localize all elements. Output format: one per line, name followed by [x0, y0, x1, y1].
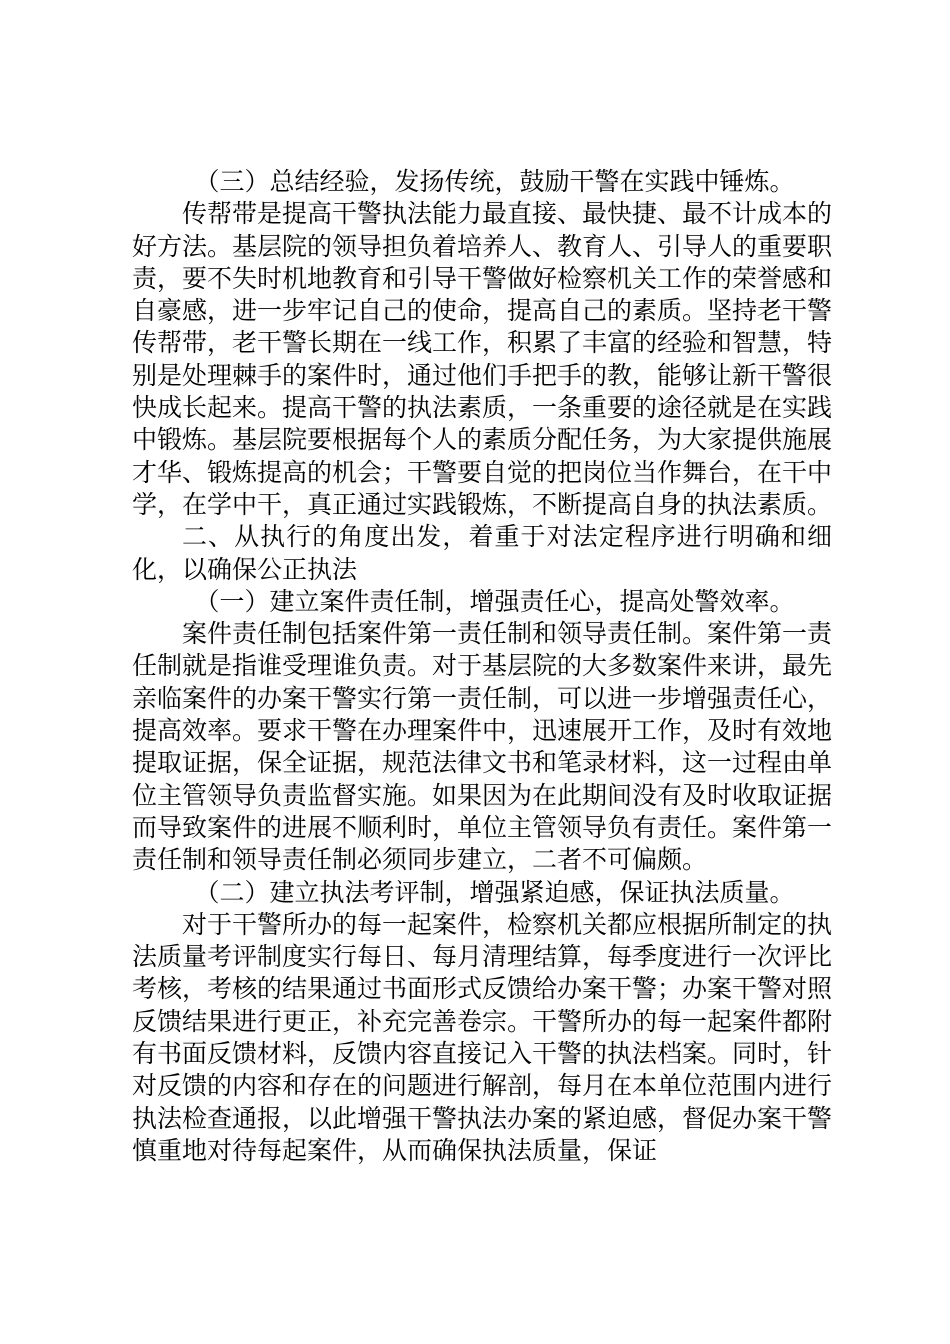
chapter-heading-2: 二、从执行的角度出发，着重于对法定程序进行明确和细化，以确保公正执法 — [132, 522, 832, 584]
section-heading-3: （三）总结经验，发扬传统，鼓励干警在实践中锤炼。 — [194, 167, 795, 196]
document-body — [132, 166, 832, 1167]
body-paragraph: 案件责任制包括案件第一责任制和领导责任制。案件第一责任制就是指谁受理谁负责。对于基层院的大多数案件来讲，最先亲临案件的办案干警实行第一责任制，可以进一步增强责任心，提高效率。要求干警在办理案件中，迅速展开工作，及时有效地提取证据，保全证据，规范法律文书和笔录材料，这一过程由单位主管领导负责监督实施。如果因为在此期间没有及时收取证据而导致案件的进展不顺利时，单位主管领导负有责任。案件第一责任制和领导责任制必须同步建立，二者不可偏颇。 — [132, 619, 833, 875]
section-heading-2: （二）建立执法考评制，增强紧迫感，保证执法质量。 — [194, 877, 795, 907]
body-paragraph: 对于干警所办的每一起案件，检察机关都应根据所制定的执法质量考评制度实行每日、每月清理结算，每季度进行一次评比考核，考核的结果通过书面形式反馈给办案干警；办案干警对照反馈结果进行更正，补充完善卷宗。干警所办的每一起案件都附有书面反馈材料，反馈内容直接记入干警的执法档案。同时，针对反馈的内容和存在的问题进行解剖，每月在本单位范围内进行执法检查通报，以此增强干警执法办案的紧迫感，督促办案干警慎重地对待每起案件，从而确保执法质量，保证 — [132, 909, 833, 1165]
body-paragraph: 传帮带是提高干警执法能力最直接、最快捷、最不计成本的好方法。基层院的领导担负着培养人、教育人、引导人的重要职责，要不失时机地教育和引导干警做好检察机关工作的荣誉感和自豪感，进一步牢记自己的使命，提高自己的素质。坚持老干警传帮带，老干警长期在一线工作，积累了丰富的经验和智慧，特别是处理棘手的案件时，通过他们手把手的教，能够让新干警很快成长起来。提高干警的执法素质，一条重要的途径就是在实践中锻炼。基层院要根据每个人的素质分配任务，为大家提供施展才华、锻炼提高的机会；干警要自觉的把岗位当作舞台，在干中学，在学中干，真正通过实践锻炼，不断提高自身的执法素质。 — [132, 199, 833, 519]
section-heading-1: （一）建立案件责任制，增强责任心，提高处警效率。 — [194, 586, 795, 616]
